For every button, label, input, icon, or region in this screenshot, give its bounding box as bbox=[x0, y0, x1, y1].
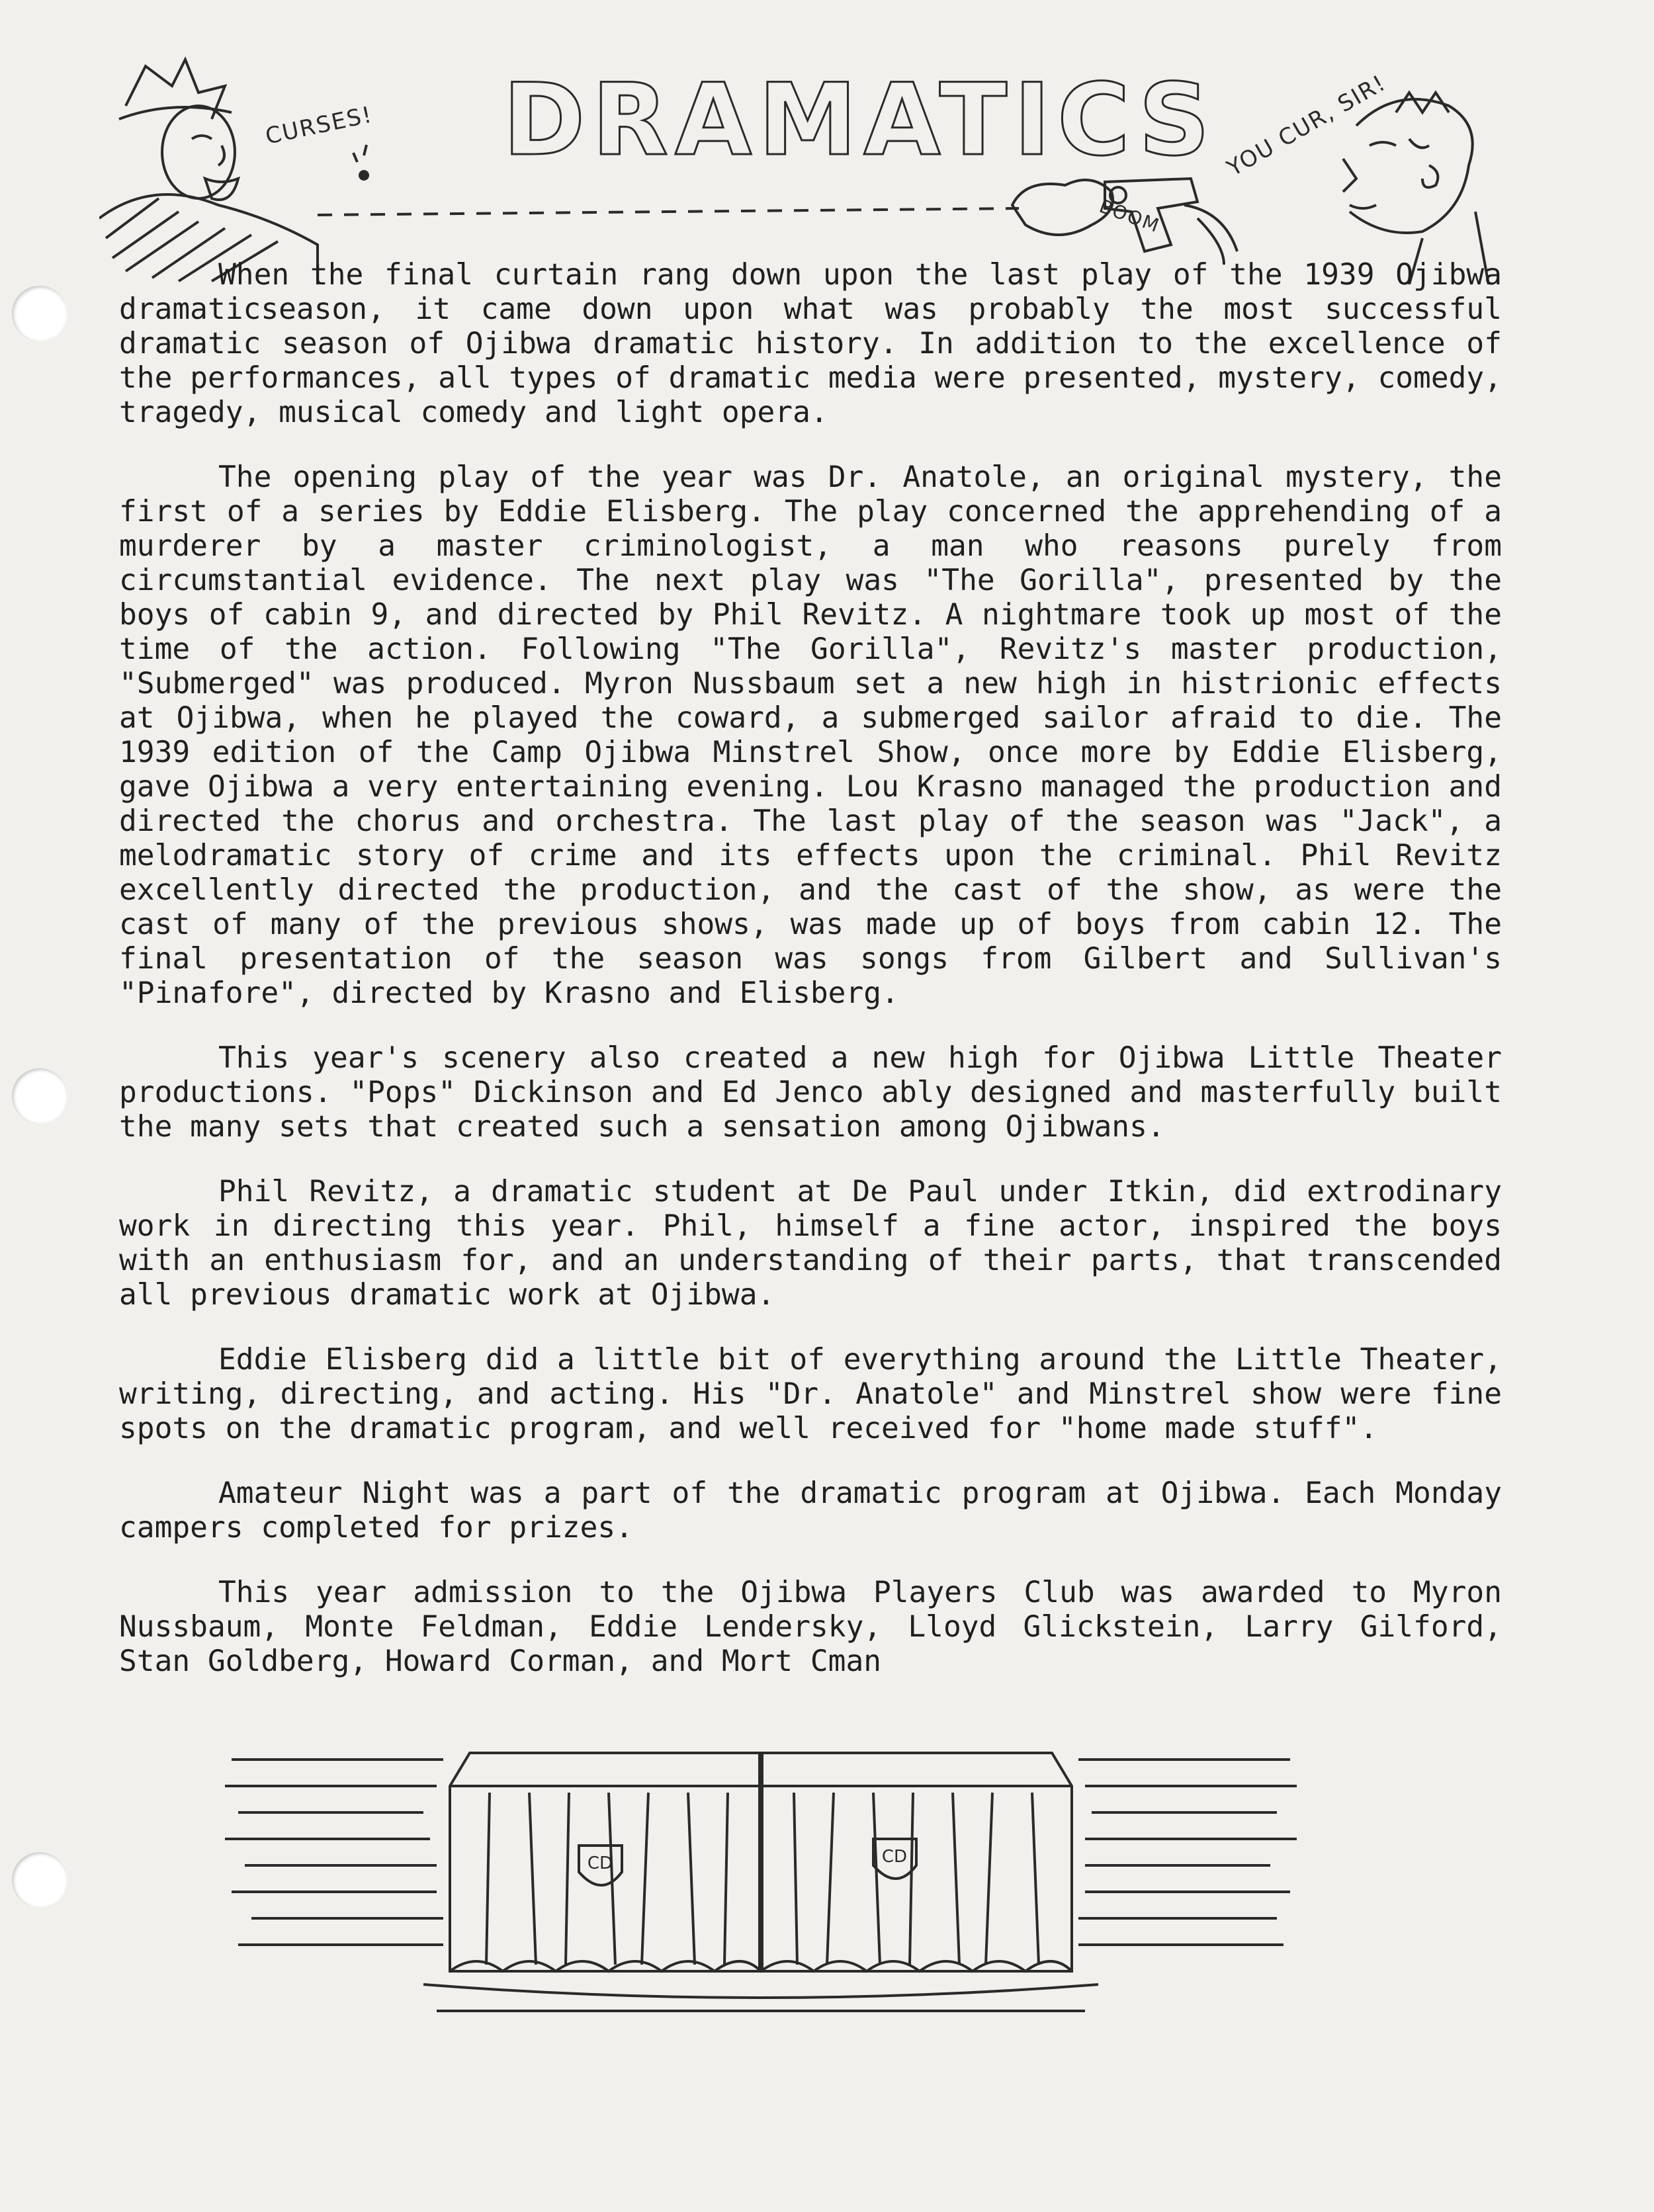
paragraph-scenery: This year's scenery also created a new high for Ojibwa Little Theater productions. "Pops" Dickinson and Ed Jenco ably designed and masterfully built the many sets that created such a sensation among Ojibwans. bbox=[119, 1041, 1502, 1144]
punch-hole bbox=[12, 286, 67, 341]
hero-drawing bbox=[1343, 93, 1489, 284]
curtain-illustration bbox=[225, 1746, 1297, 2024]
curses-bubble: CURSES! bbox=[263, 101, 375, 150]
bullet-mark bbox=[359, 170, 369, 181]
paragraph-elisberg: Eddie Elisberg did a little bit of everything around the Little Theater, writing, directing, and acting. His "Dr. Anatole" and Minstrel show were fine spots on the dramatic program, and well received for "home made stuff". bbox=[119, 1343, 1502, 1445]
curtain-emblem-right: CD bbox=[881, 1847, 908, 1867]
villain-drawing bbox=[99, 60, 318, 284]
boom-label: BOOM bbox=[1096, 194, 1163, 237]
page-title: DRAMATICS bbox=[503, 63, 1217, 178]
punch-hole bbox=[12, 1068, 67, 1124]
punch-hole bbox=[12, 1852, 67, 1908]
paragraph-amateur-night: Amateur Night was a part of the dramatic program at Ojibwa. Each Monday campers completed for prizes. bbox=[119, 1476, 1502, 1545]
curtain-emblem-left: CD bbox=[587, 1853, 613, 1873]
paragraph-intro: When the final curtain rang down upon the last play of the 1939 Ojibwa dramaticseason, it came down upon what was probably the most successful dramatic season of Ojibwa dramatic history. In addition to the excellence of the performances, all types of dramatic media were presented, mystery, comedy, tragedy, musical comedy and light opera. bbox=[119, 258, 1502, 429]
bullet-spark bbox=[353, 145, 367, 162]
you-cur-bubble: YOU CUR, SIR! bbox=[1223, 69, 1391, 182]
paragraph-players-club: This year admission to the Ojibwa Players Club was awarded to Myron Nussbaum, Monte Feldman, Eddie Lendersky, Lloyd Glickstein, Larry Gilford, Stan Goldberg, Howard Corman, and Mort Cman bbox=[119, 1576, 1502, 1678]
paragraph-revitz: Phil Revitz, a dramatic student at De Paul under Itkin, did extrodinary work in directing this year. Phil, himself a fine actor, inspired the boys with an enthusiasm for, and an understanding of their parts, that transcended all previous dramatic work at Ojibwa. bbox=[119, 1175, 1502, 1312]
paragraph-plays: The opening play of the year was Dr. Anatole, an original mystery, the first of a series by Eddie Elisberg. The play concerned the apprehending of a murderer by a master criminologist, a man who reasons purely from circumstantial evidence. The next play was "The Gorilla", presented by the boys of cabin 9, and directed by Phil Revitz. A nightmare took up most of the time of the action. Following "The Gorilla", Revitz's master production, "Submerged" was produced. Myron Nussbaum set a new high in histrionic effects at Ojibwa, when he played the coward, a submerged sailor afraid to die. The 1939 edition of the Camp Ojibwa Minstrel Show, once more by Eddie Elisberg, gave Ojibwa a very entertaining evening. Lou Krasno managed the production and directed the chorus and orchestra. The last play of the season was "Jack", a melodramatic story of crime and its effects upon the criminal. Phil Revitz excellently directed the production, and the cast of the show, as were the cast of many of the previous shows, was made up of boys from cabin 12. The final presentation of the season was songs from Gilbert and Sullivan's "Pinafore", directed by Krasno and Elisberg. bbox=[119, 460, 1502, 1010]
article-body bbox=[119, 258, 1502, 1709]
bullet-path bbox=[318, 208, 1019, 215]
